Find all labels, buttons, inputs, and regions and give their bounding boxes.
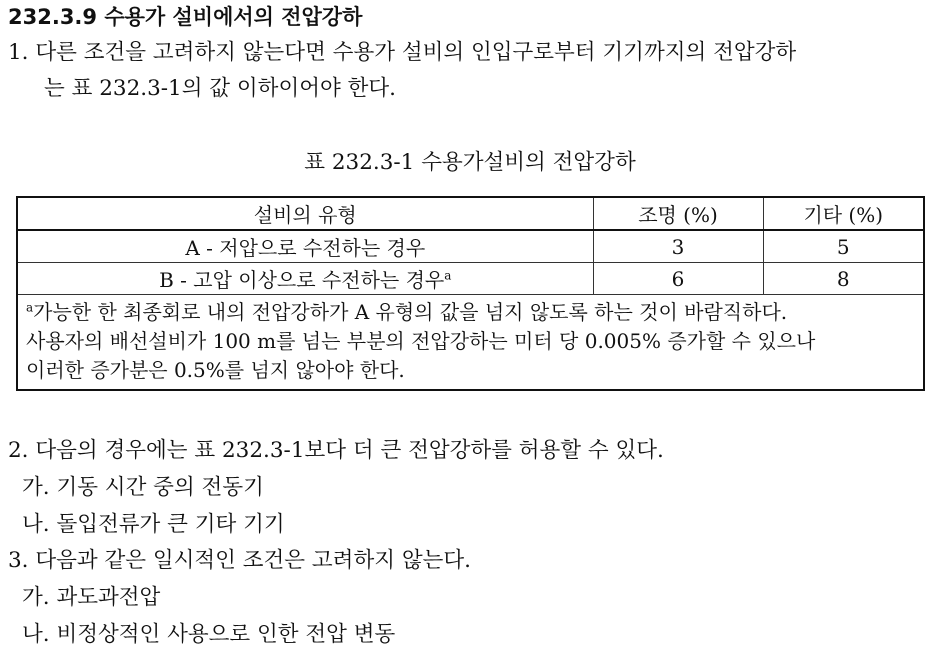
paragraph-2-line: 2. 다음의 경우에는 표 232.3-1보다 더 큰 전압강하를 허용할 수 있다. (8, 438, 664, 463)
note-footnote-marker: a (26, 300, 34, 315)
row-a-other: 5 (763, 230, 924, 263)
row-b-other: 8 (763, 263, 924, 295)
paragraph-3-item-2: 나. 비정상적인 사용으로 인한 전압 변동 (22, 622, 396, 647)
table-caption: 표 232.3-1 수용가설비의 전압강하 (304, 150, 636, 175)
paragraph-2-item-2: 나. 돌입전류가 큰 기타 기기 (22, 512, 285, 537)
paragraph-1-line-1: 1. 다른 조건을 고려하지 않는다면 수용가 설비의 인입구로부터 기기까지의 전압강하 (8, 40, 797, 65)
header-lighting: 조명 (%) (593, 197, 763, 230)
header-installation-type: 설비의 유형 (17, 197, 593, 230)
table-header-row (17, 197, 924, 230)
table-note (17, 295, 924, 391)
note-line-1: 가능한 한 최종회로 내의 전압강하가 A 유형의 값을 넘지 않도록 하는 것이 바람직하다. (33, 300, 788, 324)
row-b-lighting: 6 (593, 263, 763, 295)
table-note-row (17, 295, 924, 391)
row-a-lighting: 3 (593, 230, 763, 263)
voltage-drop-table (16, 196, 925, 391)
paragraph-3-line: 3. 다음과 같은 일시적인 조건은 고려하지 않는다. (8, 548, 471, 573)
row-b-type (17, 263, 593, 295)
row-a-type-label: A - 저압으로 수전하는 경우 (185, 236, 426, 260)
section-heading: 232.3.9 수용가 설비에서의 전압강하 (8, 5, 363, 29)
note-line-3: 이러한 증가분은 0.5%를 넘지 않아야 한다. (26, 358, 405, 382)
note-line-2: 사용자의 배선설비가 100 m를 넘는 부분의 전압강하는 미터 당 0.005% 증가할 수 있으나 (26, 329, 816, 353)
row-b-footnote-marker: a (444, 268, 452, 283)
table-row (17, 263, 924, 295)
paragraph-2-item-1: 가. 기동 시간 중의 전동기 (22, 475, 264, 500)
table-row (17, 230, 924, 263)
row-a-type (17, 230, 593, 263)
paragraph-1-line-2: 는 표 232.3-1의 값 이하이어야 한다. (44, 76, 396, 101)
header-other: 기타 (%) (763, 197, 924, 230)
paragraph-3-item-1: 가. 과도과전압 (22, 585, 161, 610)
row-b-type-label: B - 고압 이상으로 수전하는 경우 (159, 268, 445, 292)
